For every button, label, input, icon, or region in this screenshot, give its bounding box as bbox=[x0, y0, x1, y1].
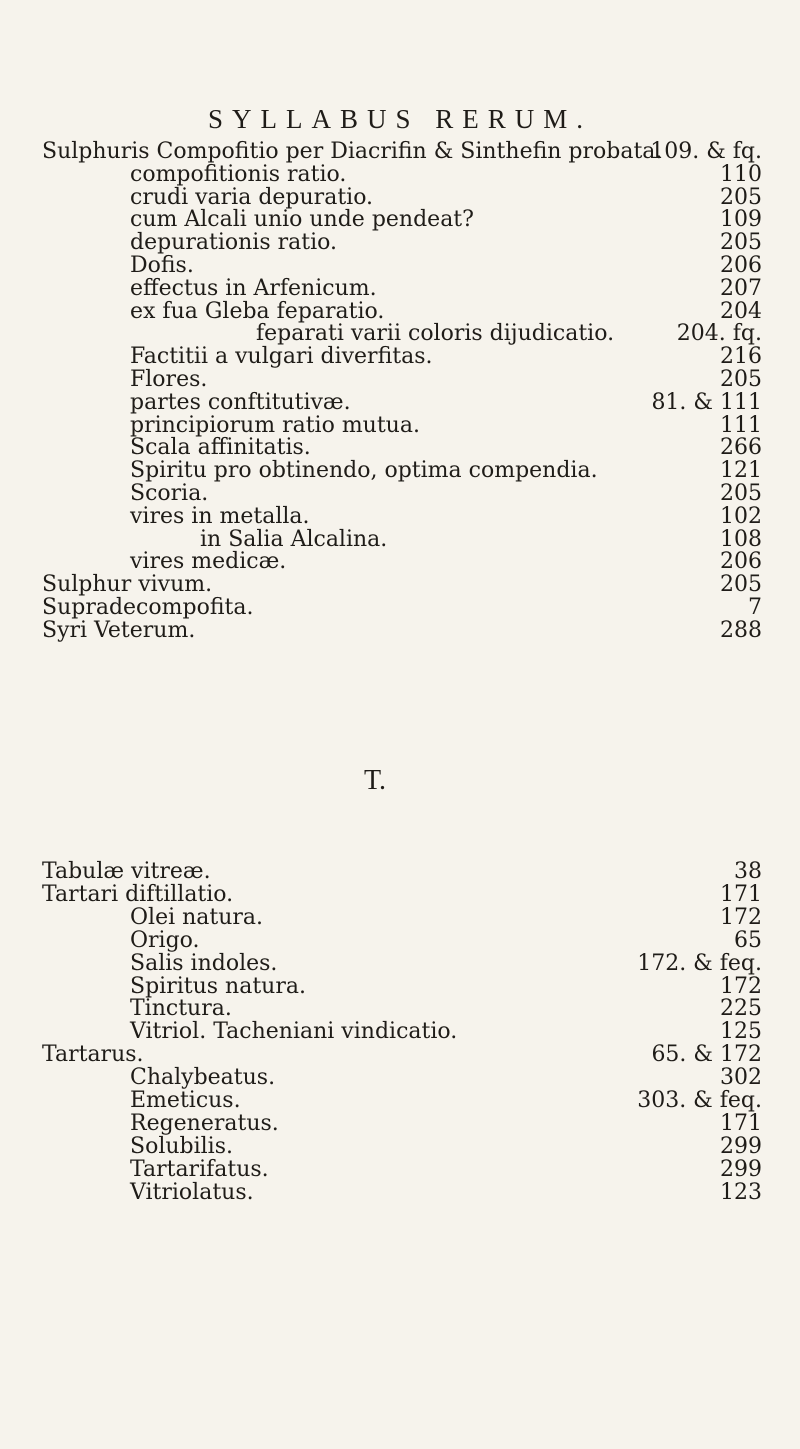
index-entry bbox=[0, 906, 800, 930]
index-entry bbox=[0, 860, 800, 884]
entry-label: Regeneratus. bbox=[130, 1110, 279, 1136]
index-entry bbox=[0, 277, 800, 301]
entry-page-number: 299 bbox=[720, 1156, 762, 1182]
index-entry bbox=[0, 322, 800, 346]
index-entry bbox=[0, 186, 800, 210]
entry-label: Spiritu pro obtinendo, optima compendia. bbox=[130, 458, 598, 484]
index-entry bbox=[0, 528, 800, 552]
entry-label: Factitii a vulgari diverfitas. bbox=[130, 344, 433, 370]
entry-label: Tartarus. bbox=[42, 1042, 144, 1068]
entry-page-number: 206 bbox=[720, 253, 762, 278]
entry-page-number: 38 bbox=[734, 859, 762, 884]
entry-label: cum Alcali unio unde pendeat? bbox=[130, 207, 474, 233]
index-entry bbox=[0, 140, 800, 164]
entry-page-number: 205 bbox=[720, 184, 762, 210]
entry-label: Chalybeatus. bbox=[130, 1065, 276, 1091]
entry-page-number: 207 bbox=[720, 275, 762, 301]
index-entry bbox=[0, 368, 800, 392]
entry-label: Olei natura. bbox=[130, 904, 264, 930]
index-entry bbox=[0, 436, 800, 460]
index-entry bbox=[0, 505, 800, 529]
entry-page-number: 102 bbox=[720, 503, 762, 529]
entry-page-number: 266 bbox=[720, 435, 762, 461]
entry-page-number: 172 bbox=[720, 973, 762, 999]
entry-label: ex fua Gleba feparatio. bbox=[130, 298, 385, 324]
section-letter-t: T. bbox=[364, 765, 387, 796]
index-entry bbox=[0, 619, 800, 643]
index-entry bbox=[0, 300, 800, 324]
index-entry bbox=[0, 1181, 800, 1205]
entry-label: Flores. bbox=[130, 367, 208, 392]
entry-label: Scoria. bbox=[130, 481, 209, 506]
entry-label: principiorum ratio mutua. bbox=[130, 412, 420, 438]
entry-label: Tartari diftillatio. bbox=[42, 881, 234, 907]
entry-page-number: 108 bbox=[720, 526, 762, 552]
entry-label: Dofis. bbox=[130, 253, 194, 278]
entry-page-number: 125 bbox=[720, 1019, 762, 1045]
entry-page-number: 110 bbox=[720, 161, 762, 187]
entry-label: vires medicæ. bbox=[130, 549, 287, 575]
entry-label: compofitionis ratio. bbox=[130, 161, 347, 187]
entry-label: Sulphur vivum. bbox=[42, 572, 213, 598]
index-entry bbox=[0, 345, 800, 369]
entry-page-number: 65. & 172 bbox=[651, 1042, 762, 1068]
index-entry bbox=[0, 459, 800, 483]
entry-label: Salis indoles. bbox=[130, 950, 278, 976]
index-entry bbox=[0, 1135, 800, 1159]
entry-label: Syri Veterum. bbox=[42, 617, 196, 643]
entry-page-number: 7 bbox=[748, 595, 762, 620]
index-entry bbox=[0, 414, 800, 438]
index-entry bbox=[0, 231, 800, 255]
index-entry bbox=[0, 929, 800, 953]
entry-page-number: 302 bbox=[720, 1065, 762, 1091]
entry-label: Sulphuris Compofitio per Diacrifin & Sinthefin probata. bbox=[42, 139, 663, 164]
entry-page-number: 171 bbox=[720, 1110, 762, 1136]
index-entry bbox=[0, 482, 800, 506]
index-entry bbox=[0, 1020, 800, 1044]
index-entry bbox=[0, 1043, 800, 1067]
entry-label: Vitriol. Tacheniani vindicatio. bbox=[130, 1019, 458, 1045]
entry-label: effectus in Arfenicum. bbox=[130, 275, 377, 301]
entry-label: Scala affinitatis. bbox=[130, 435, 311, 461]
entry-label: crudi varia depuratio. bbox=[130, 184, 374, 210]
entry-page-number: 299 bbox=[720, 1133, 762, 1159]
entry-page-number: 123 bbox=[720, 1179, 762, 1205]
entry-page-number: 65 bbox=[734, 927, 762, 953]
index-entry bbox=[0, 573, 800, 597]
index-entry bbox=[0, 997, 800, 1021]
entry-label: Tabulæ vitreæ. bbox=[42, 859, 211, 884]
entry-label: depurationis ratio. bbox=[130, 230, 337, 256]
entry-page-number: 172. & feq. bbox=[637, 950, 762, 976]
entry-page-number: 172 bbox=[720, 904, 762, 930]
index-entry bbox=[0, 975, 800, 999]
entry-label: Vitriolatus. bbox=[130, 1179, 254, 1205]
entry-page-number: 206 bbox=[720, 549, 762, 575]
entry-label: Supradecompofita. bbox=[42, 595, 254, 620]
index-entry bbox=[0, 1089, 800, 1113]
entry-page-number: 225 bbox=[720, 996, 762, 1022]
index-entry bbox=[0, 1066, 800, 1090]
entry-page-number: 109 bbox=[720, 207, 762, 233]
entry-label: Emeticus. bbox=[130, 1088, 241, 1113]
entry-page-number: 81. & 111 bbox=[651, 389, 762, 415]
index-entry bbox=[0, 208, 800, 232]
entry-page-number: 111 bbox=[720, 412, 762, 438]
entry-page-number: 109. & fq. bbox=[650, 139, 762, 164]
entry-page-number: 288 bbox=[720, 617, 762, 643]
index-entry bbox=[0, 1112, 800, 1136]
entry-label: Spiritus natura. bbox=[130, 973, 306, 999]
entry-page-number: 205 bbox=[720, 367, 762, 392]
entry-page-number: 171 bbox=[720, 881, 762, 907]
index-entry bbox=[0, 952, 800, 976]
entry-page-number: 204. fq. bbox=[676, 321, 762, 347]
index-entry bbox=[0, 254, 800, 278]
index-entry bbox=[0, 1158, 800, 1182]
index-entry bbox=[0, 163, 800, 187]
entry-label: Tartarifatus. bbox=[130, 1156, 269, 1182]
entry-page-number: 205 bbox=[720, 230, 762, 256]
entry-label: Solubilis. bbox=[130, 1133, 233, 1159]
entry-page-number: 121 bbox=[720, 458, 762, 484]
entry-label: partes conftitutivæ. bbox=[130, 389, 351, 415]
index-entry bbox=[0, 883, 800, 907]
entry-page-number: 205 bbox=[720, 481, 762, 506]
entry-page-number: 205 bbox=[720, 572, 762, 598]
entry-label: Tinctura. bbox=[130, 996, 232, 1022]
entry-label: vires in metalla. bbox=[130, 503, 310, 529]
entry-page-number: 216 bbox=[720, 344, 762, 370]
index-entry bbox=[0, 391, 800, 415]
entry-page-number: 204 bbox=[720, 298, 762, 324]
index-entry bbox=[0, 550, 800, 574]
entry-label: Origo. bbox=[130, 927, 200, 953]
entry-label: feparati varii coloris dijudicatio. bbox=[256, 321, 615, 347]
entry-page-number: 303. & feq. bbox=[637, 1088, 762, 1113]
index-entry bbox=[0, 596, 800, 620]
entry-label: in Salia Alcalina. bbox=[200, 526, 388, 552]
page-header-title: SYLLABUS RERUM. bbox=[207, 104, 593, 134]
